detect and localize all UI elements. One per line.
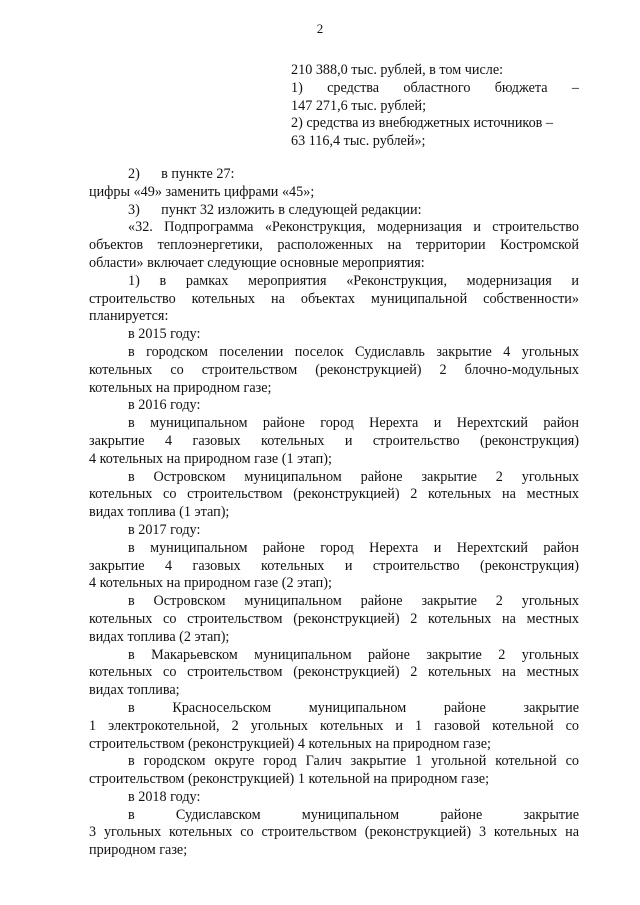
paragraph-line: котельных со строительством (реконструкцией) 2 котельных на местных [89, 664, 579, 681]
paragraph-line: закрытие 4 газовых котельных и строительство (реконструкция) [89, 432, 579, 449]
paragraph-line: в городском округе город Галич закрытие 1 угольной котельной со [128, 753, 579, 770]
financing-regional-budget [291, 80, 579, 98]
paragraph-line: природном газе; [89, 842, 188, 859]
page-number: 2 [316, 21, 324, 36]
paragraph-line: цифры «49» заменить цифрами «45»; [89, 183, 315, 200]
paragraph-line: в Островском муниципальном районе закрытие 2 угольных [128, 593, 579, 610]
paragraph-line: 3) пункт 32 изложить в следующей редакции: [128, 201, 422, 218]
paragraph-line: 3 угольных котельных со строительством (реконструкцией) 3 котельных на [89, 824, 579, 841]
paragraph-line: в муниципальном районе город Нерехта и Нерехтский район [128, 539, 579, 556]
financing-extrabudgetary-amount: 63 116,4 тыс. рублей»; [291, 133, 426, 150]
paragraph-line: строительством (реконструкцией) 4 котельных на природном газе; [89, 735, 491, 752]
year-heading: в 2015 году: [128, 326, 201, 343]
paragraph-line: котельных на природном газе; [89, 379, 272, 396]
paragraph-line: 4 котельных на природном газе (2 этап); [89, 575, 332, 592]
financing-total: 210 388,0 тыс. рублей, в том числе: [291, 62, 504, 78]
paragraph-line: котельных со строительством (реконструкцией) 2 котельных на местных [89, 610, 579, 627]
year-heading: в 2018 году: [128, 788, 201, 805]
word: средства [327, 79, 380, 96]
paragraph-line: в городском поселении поселок Судиславль закрытие 4 угольных [128, 343, 579, 360]
paragraph-line: 4 котельных на природном газе (1 этап); [89, 450, 332, 467]
paragraph-line: видах топлива (2 этап); [89, 628, 230, 645]
paragraph-line: 1 электрокотельной, 2 угольных котельных и 1 газовой котельной со [89, 717, 579, 734]
year-heading: в 2017 году: [128, 521, 201, 538]
dash: – [571, 79, 579, 96]
word: областного [403, 79, 471, 96]
paragraph-line: в Судиславском муниципальном районе закрытие [128, 806, 579, 823]
paragraph-line: в Макарьевском муниципальном районе закрытие 2 угольных [128, 646, 579, 663]
paragraph-line: «32. Подпрограмма «Реконструкция, модернизация и строительство [128, 219, 579, 236]
financing-regional-amount: 147 271,6 тыс. рублей; [291, 97, 427, 114]
paragraph-line: объектов теплоэнергетики, расположенных на территории Костромской [89, 237, 579, 254]
item-number: 1) [291, 79, 303, 96]
paragraph-line: 2) в пункте 27: [128, 166, 235, 182]
paragraph-line: в муниципальном районе город Нерехта и Нерехтский район [128, 415, 579, 432]
paragraph-line: области» включает следующие основные мероприятия: [89, 254, 425, 271]
paragraph-line: строительство котельных на объектах муниципальной собственности» [89, 290, 579, 307]
financing-block [291, 62, 579, 151]
paragraph-line: видах топлива; [89, 682, 180, 699]
paragraph-line: в Красносельском муниципальном районе закрытие [128, 699, 579, 716]
year-heading: в 2016 году: [128, 397, 201, 414]
paragraph-line: котельных со строительством (реконструкцией) 2 блочно-модульных [89, 361, 579, 378]
paragraph-line: котельных со строительством (реконструкцией) 2 котельных на местных [89, 486, 579, 503]
financing-extrabudgetary: 2) средства из внебюджетных источников – [291, 115, 554, 132]
paragraph-line: закрытие 4 газовых котельных и строительство (реконструкция) [89, 557, 579, 574]
document-body [89, 166, 579, 860]
word: бюджета [494, 79, 548, 96]
paragraph-line: строительством (реконструкцией) 1 котельной на природном газе; [89, 771, 490, 788]
paragraph-line: 1) в рамках мероприятия «Реконструкция, модернизация и [128, 272, 579, 289]
paragraph-line: планируется: [89, 308, 169, 325]
paragraph-line: видах топлива (1 этап); [89, 504, 230, 521]
paragraph-line: в Островском муниципальном районе закрытие 2 угольных [128, 468, 579, 485]
